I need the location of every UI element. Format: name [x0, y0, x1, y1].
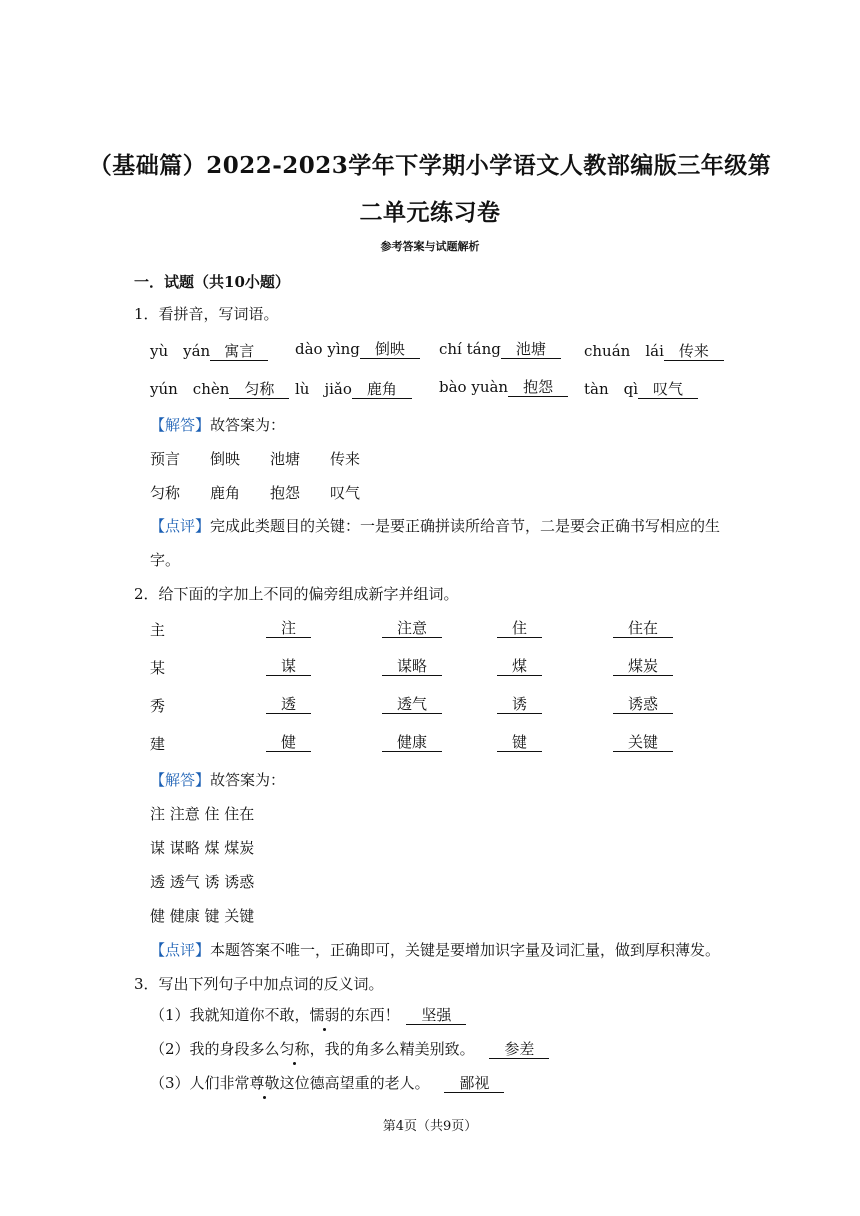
q1-item: [439, 378, 568, 397]
comment-text: 完成此类题目的关键：一是要正确拼读所给音节，二是要会正确书写相应的生: [210, 517, 721, 535]
dotted-word: 匀称: [279, 1040, 310, 1058]
q1-prompt: 1．看拼音，写词语。: [134, 305, 279, 323]
q1-answer: 匀称: [229, 381, 289, 399]
q2-word-answer: 透气: [382, 696, 442, 714]
q2-solution-line: 注 注意 住 住在: [150, 805, 255, 823]
q1-item: [584, 378, 698, 399]
q2-word-answer: 诱惑: [613, 696, 673, 714]
q1-item: [150, 378, 289, 399]
q1-pinyin: lù jiǎo: [295, 380, 352, 398]
q1-item: [295, 340, 420, 359]
q2-solution-line: 透 透气 诱 诱惑: [150, 873, 255, 891]
q1-pinyin: yù yán: [150, 342, 211, 360]
q2-char-answer: 住: [497, 620, 542, 638]
q1-item: [295, 378, 412, 399]
q3-prompt: 3．写出下列句子中加点词的反义词。: [134, 975, 384, 993]
sentence-text: ，我的角多么精美别致。: [309, 1040, 475, 1058]
q2-char-answer: 注: [266, 620, 311, 638]
page-footer: 第4页（共9页）: [382, 1119, 478, 1134]
q1-answer: 寓言: [210, 343, 268, 361]
comment-text: 本题答案不唯一，正确即可，关键是要增加识字量及词汇量，做到厚积薄发。: [210, 941, 721, 959]
q3-sentence-1: [150, 1004, 466, 1025]
q1-item: [439, 340, 561, 359]
section-heading: 一．试题（共10小题）: [134, 273, 290, 291]
comment-tag: 【点评】: [150, 517, 211, 535]
q2-base-char: 建: [150, 735, 166, 753]
q1-solution: [150, 414, 285, 435]
q2-solution-line: 谋 谋略 煤 煤炭: [150, 839, 255, 857]
q1-answer: 池塘: [501, 341, 561, 359]
title-line-1: （基础篇）2022-2023学年下学期小学语文人教部编版三年级第: [88, 152, 772, 179]
q2-word-answer: 煤炭: [613, 658, 673, 676]
q2-solution: [150, 769, 285, 790]
q2-char-answer: 健: [266, 734, 311, 752]
q2-prompt: 2．给下面的字加上不同的偏旁组成新字并组词。: [134, 585, 459, 603]
q2-word-answer: 住在: [613, 620, 673, 638]
title-line-2: 二单元练习卷: [359, 199, 501, 226]
solution-text: 故答案为：: [210, 416, 286, 434]
q1-answer: 抱怨: [508, 379, 568, 397]
q1-pinyin: yún chèn: [150, 380, 230, 398]
q1-solution-row: 匀称 鹿角 抱怨 叹气: [150, 484, 361, 502]
solution-text: 故答案为：: [210, 771, 286, 789]
q3-answer: 鄙视: [444, 1075, 504, 1093]
q2-comment: [150, 939, 720, 960]
q2-word-answer: 关键: [613, 734, 673, 752]
q2-char-answer: 煤: [497, 658, 542, 676]
dotted-word: 懦弱: [309, 1006, 340, 1024]
q3-sentence-3: [150, 1072, 504, 1093]
q2-word-answer: 谋略: [382, 658, 442, 676]
q1-answer: 鹿角: [352, 381, 412, 399]
q1-pinyin: tàn qì: [584, 380, 639, 398]
sentence-text: 的东西！: [339, 1006, 400, 1024]
q2-char-answer: 谋: [266, 658, 311, 676]
q3-answer: 参差: [489, 1041, 549, 1059]
q1-comment-cont: 字。: [150, 551, 181, 569]
sentence-text: （2）我的身段多么: [150, 1040, 280, 1058]
solution-tag: 【解答】: [150, 416, 211, 434]
q1-item: [584, 340, 724, 361]
q1-pinyin: chuán lái: [584, 342, 664, 360]
subtitle: 参考答案与试题解析: [380, 240, 480, 253]
q2-base-char: 秀: [150, 697, 166, 715]
solution-tag: 【解答】: [150, 771, 211, 789]
sentence-text: 这位德高望重的老人。: [279, 1074, 430, 1092]
q1-item: [150, 340, 268, 361]
q2-char-answer: 键: [497, 734, 542, 752]
q1-comment: [150, 515, 720, 536]
q1-answer: 叹气: [638, 381, 698, 399]
sentence-text: （1）我就知道你不敢，: [150, 1006, 310, 1024]
q2-char-answer: 透: [266, 696, 311, 714]
q1-solution-row: 预言 倒映 池塘 传来: [150, 450, 361, 468]
sentence-text: （3）人们非常: [150, 1074, 250, 1092]
dotted-word: 尊敬: [249, 1074, 280, 1092]
q2-word-answer: 注意: [382, 620, 442, 638]
q2-word-answer: 健康: [382, 734, 442, 752]
q1-pinyin: bào yuàn: [439, 378, 509, 396]
q2-solution-line: 健 健康 键 关键: [150, 907, 255, 925]
q1-answer: 倒映: [360, 341, 420, 359]
q2-base-char: 某: [150, 659, 166, 677]
comment-tag: 【点评】: [150, 941, 211, 959]
q1-answer: 传来: [664, 343, 724, 361]
q3-sentence-2: [150, 1038, 549, 1059]
q1-pinyin: chí táng: [439, 340, 501, 358]
q3-answer: 坚强: [406, 1007, 466, 1025]
q1-pinyin: dào yìng: [295, 340, 360, 358]
q2-base-char: 主: [150, 621, 166, 639]
q2-char-answer: 诱: [497, 696, 542, 714]
